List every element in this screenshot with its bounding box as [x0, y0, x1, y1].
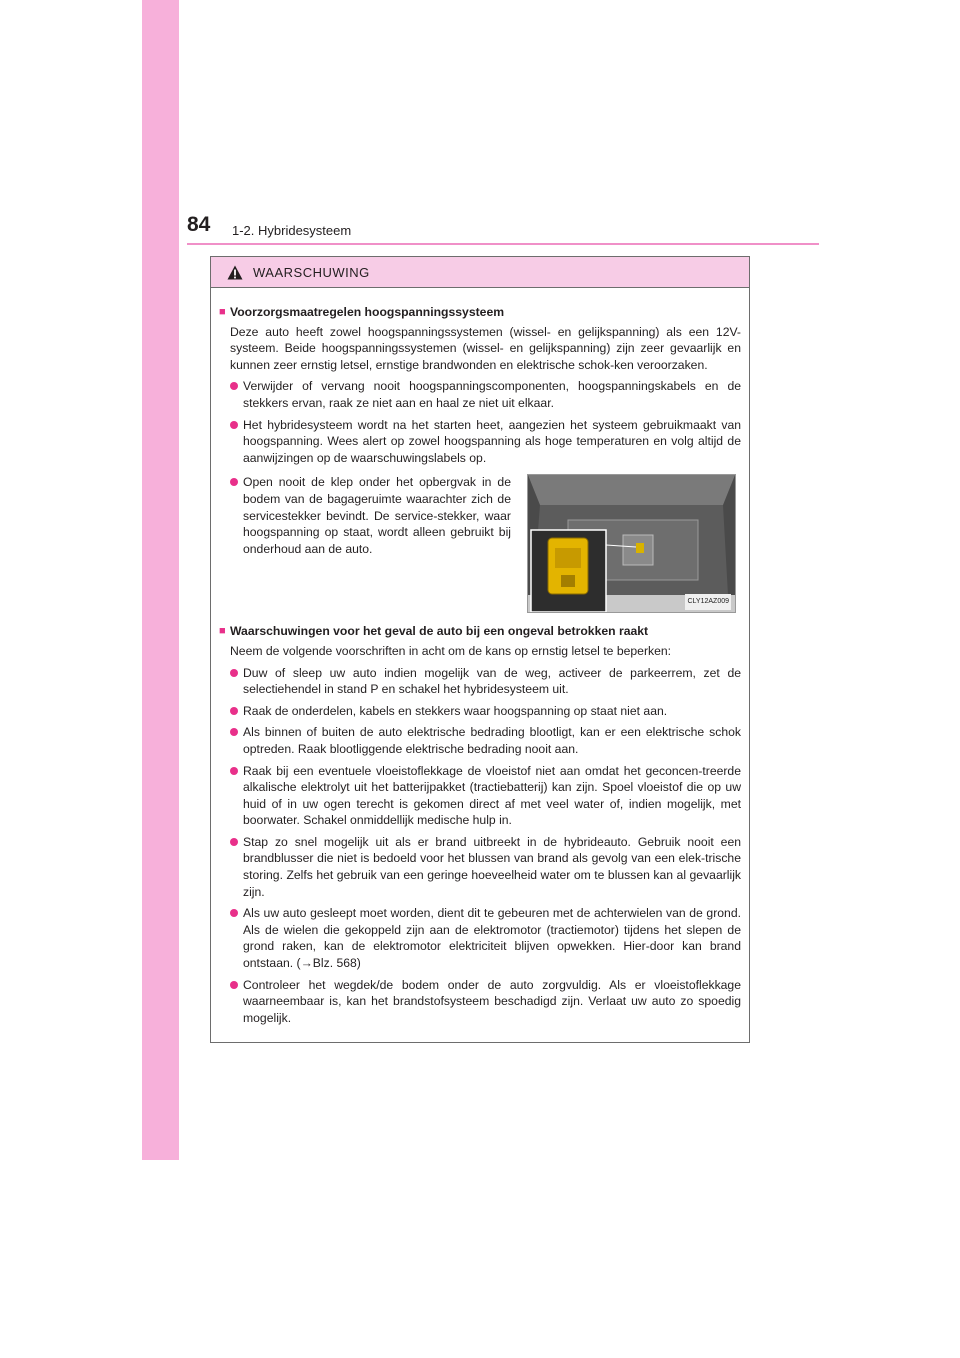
list-item — [230, 763, 741, 829]
bullet-dot-icon — [230, 707, 238, 715]
bullet-dot-icon — [230, 838, 238, 846]
list-item-text: Verwijder of vervang nooit hoogspanningscomponenten, hoogspanningskabels en de stekkers ervan, raak ze niet aan en haal ze niet uit elkaar. — [243, 379, 741, 410]
side-color-strip — [142, 0, 179, 1160]
list-item-text: Raak de onderdelen, kabels en stekkers waar hoogspanning op staat niet aan. — [243, 703, 668, 718]
warning-triangle-icon — [227, 265, 243, 280]
section-heading-text: Voorzorgsmaatregelen hoogspanningssysteem — [230, 305, 505, 319]
warning-title: WAARSCHUWING — [253, 264, 370, 280]
list-item-text: Als uw auto gesleept moet worden, dient dit te gebeuren met de achterwielen van de grond. Als de wielen die gekoppeld zijn aan de elektromotor (tractiemotor) tijdens het slepen de grond raken, kan de elektromotor elektriciteit blijven opwekken. Hier-door kan brand ontstaan. (→Blz. 568) — [243, 906, 741, 971]
list-item-text: Open nooit de klep onder het opbergvak in de bodem van de bagageruimte waarachter zich de servicestekker bevindt. De service-stekker, waar hoogspanning op staat, wordt alleen gebruikt bij onderhoud aan de auto. — [243, 475, 511, 556]
page-number: 84 — [187, 213, 211, 236]
list-item-text: Raak bij een eventuele vloeistoflekkage de vloeistof niet aan omdat het geconcen-treerde alkalische elektrolyt uit het batterijpakket (tractiebatterij) kan zijn. Spoel vloeistof die op uw huid of in uw ogen terecht is gekomen direct af met veel water of, indien mogelijk, met boorwater. Schakel onmiddellijk medische hulp in. — [243, 763, 741, 828]
section-intro: Deze auto heeft zowel hoogspanningssystemen (wissel- en gelijkspanning) als een 12V-systeem. Beide hoogspanningssystemen (wissel- en gelijkspanning) zijn zeer gevaarlijk en kunnen zeer ernstig letsel, ernstige brandwonden en elektrische schok-ken veroorzaken. — [230, 324, 741, 372]
section-heading — [219, 304, 741, 321]
figure-row — [230, 474, 741, 613]
section-intro: Neem de volgende voorschriften in acht om de kans op ernstig letsel te beperken: — [230, 643, 672, 658]
list-item — [230, 905, 741, 971]
bullet-dot-icon — [230, 478, 238, 486]
warning-box — [210, 256, 750, 1043]
bullet-dot-icon — [230, 382, 238, 390]
list-item — [230, 703, 741, 720]
square-bullet-icon: ■ — [219, 625, 226, 638]
list-item — [230, 834, 741, 900]
list-item — [230, 474, 511, 557]
list-item-text: Als binnen of buiten de auto elektrische bedrading blootligt, kan er een elektrische schok optreden. Raak blootliggende elektrische bedrading nooit aan. — [243, 725, 741, 756]
list-item — [230, 977, 741, 1027]
bullet-dot-icon — [230, 669, 238, 677]
list-item-text: Controleer het wegdek/de bodem onder de auto zorgvuldig. Als er vloeistoflekkage waarneembaar is, kan het brandstofsysteem beschadigd zijn. Verlaat uw auto zo spoedig mogelijk. — [243, 977, 741, 1025]
bullet-dot-icon — [230, 728, 238, 736]
square-bullet-icon: ■ — [219, 306, 226, 318]
list-item-text: Stap zo snel mogelijk uit als er brand uitbreekt in de hybrideauto. Gebruik nooit een brandblusser die niet is bedoeld voor het blussen van brand als gevolg van een elek-trische storing. Zelfs het gebruik van een geringe hoeveelheid water om te blussen kan al gevaarlijk zijn. — [243, 834, 741, 899]
warning-body — [211, 288, 749, 1026]
list-item — [230, 724, 741, 757]
list-item-text: Het hybridesysteem wordt na het starten heet, aangezien het systeem gebruikmaakt van hoogspanning. Wees alert op zowel hoogspanning als hoge temperaturen en volg altijd de aanwijzingen op de waarschuwingslabels op. — [243, 417, 741, 465]
header-rule — [187, 243, 819, 245]
luggage-compartment-illustration — [527, 474, 736, 613]
list-item — [230, 378, 741, 411]
list-item-text: Duw of sleep uw auto indien mogelijk van de weg, activeer de parkeerrem, zet de selectiehendel in stand P en schakel het hybridesysteem uit. — [243, 665, 741, 697]
bullet-dot-icon — [230, 421, 238, 429]
figure-caption: CLY12AZ009 — [685, 594, 731, 611]
bullet-dot-icon — [230, 909, 238, 917]
list-item — [230, 665, 741, 698]
section-heading — [219, 623, 741, 640]
bullet-dot-icon — [230, 981, 238, 989]
section-title: 1-2. Hybridesysteem — [232, 223, 352, 238]
section-heading-text: Waarschuwingen voor het geval de auto bij een ongeval betrokken raakt — [230, 624, 649, 639]
bullet-dot-icon — [230, 767, 238, 775]
warning-header — [211, 257, 749, 288]
list-item — [230, 417, 741, 467]
